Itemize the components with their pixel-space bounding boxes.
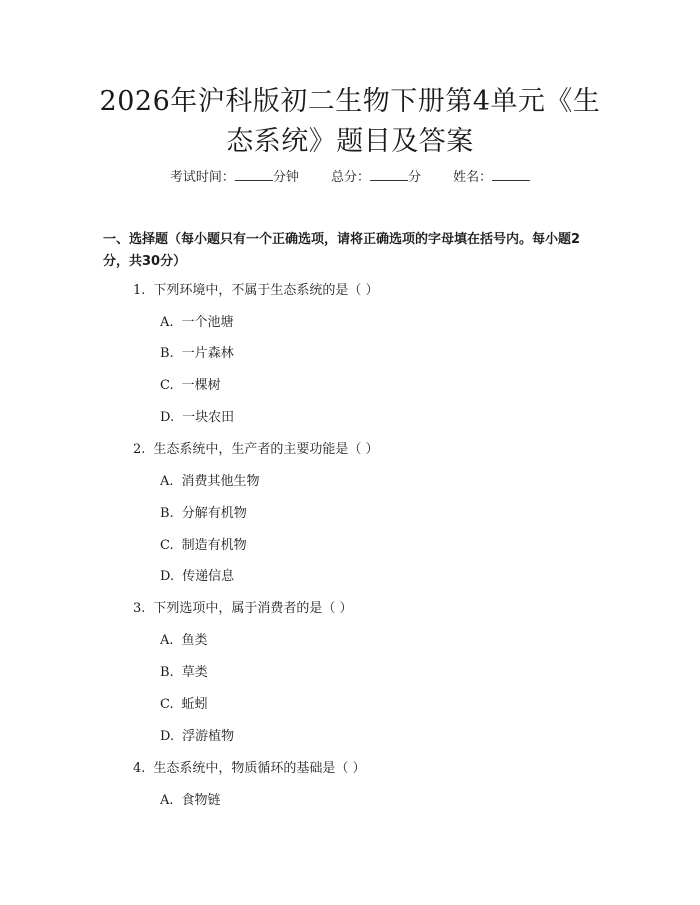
option-2c[interactable] [160,537,247,555]
exam-time-unit: 分钟 [272,170,299,185]
option-text: 鱼类 [181,633,208,648]
option-2a[interactable] [160,473,260,491]
question-text: 生态系统中，物质循环的基础是（ ） [153,761,366,776]
option-letter: C. [160,378,174,393]
option-letter: C. [160,697,174,712]
option-letter: D. [160,569,175,584]
exam-time-blank[interactable] [235,168,273,181]
option-letter: B. [160,346,174,361]
option-letter: D. [160,729,175,744]
option-letter: B. [160,665,174,680]
option-3a[interactable] [160,632,208,650]
option-letter: A. [160,315,174,330]
student-name-blank[interactable] [492,168,530,181]
question-2 [133,441,379,459]
option-letter: C. [160,538,174,553]
student-name-field [453,168,530,187]
option-letter: A. [160,474,174,489]
option-text: 一块农田 [182,410,235,425]
option-4a[interactable] [160,792,221,810]
question-number: 4. [133,761,146,776]
exam-time-field [170,168,299,187]
total-score-blank[interactable] [370,168,408,181]
option-letter: B. [160,506,174,521]
option-1c[interactable] [160,377,221,395]
section-heading: 一、选择题（每小题只有一个正确选项，请将正确选项的字母填在括号内。每小题2分，共30分） [103,232,581,269]
option-text: 消费其他生物 [181,474,260,489]
page-title: 2026年沪科版初二生物下册第4单元《生态系统》题目及答案 [99,86,601,157]
option-3b[interactable] [160,664,208,682]
question-number: 2. [133,442,146,457]
total-score-unit: 分 [408,170,422,185]
total-score-label: 总分： [330,170,370,185]
exam-time-label: 考试时间： [169,170,235,185]
question-number: 3. [133,601,146,616]
option-2b[interactable] [160,505,247,523]
option-text: 传递信息 [182,569,235,584]
option-3c[interactable] [160,696,208,714]
total-score-field [331,168,421,187]
option-text: 一个池塘 [181,315,234,330]
option-2d[interactable] [160,568,234,586]
option-letter: A. [160,793,174,808]
question-text: 下列选项中，属于消费者的是（ ） [153,601,353,616]
question-4 [133,760,366,778]
question-text: 下列环境中，不属于生态系统的是（ ） [153,283,379,298]
option-1b[interactable] [160,345,234,363]
option-3d[interactable] [160,728,234,746]
question-3 [133,600,353,618]
option-text: 浮游植物 [182,729,235,744]
question-text: 生态系统中，生产者的主要功能是（ ） [153,442,379,457]
option-letter: D. [160,410,175,425]
option-letter: A. [160,633,174,648]
option-text: 制造有机物 [181,538,247,553]
student-name-label: 姓名： [453,170,493,185]
option-text: 蚯蚓 [181,697,208,712]
option-text: 分解有机物 [181,506,247,521]
option-1d[interactable] [160,409,234,427]
question-number: 1. [133,283,146,298]
option-text: 一棵树 [181,378,221,393]
option-text: 食物链 [181,793,221,808]
option-1a[interactable] [160,314,234,332]
exam-info-line [0,168,700,187]
option-text: 草类 [181,665,208,680]
option-text: 一片森林 [181,346,234,361]
question-1 [133,282,379,300]
